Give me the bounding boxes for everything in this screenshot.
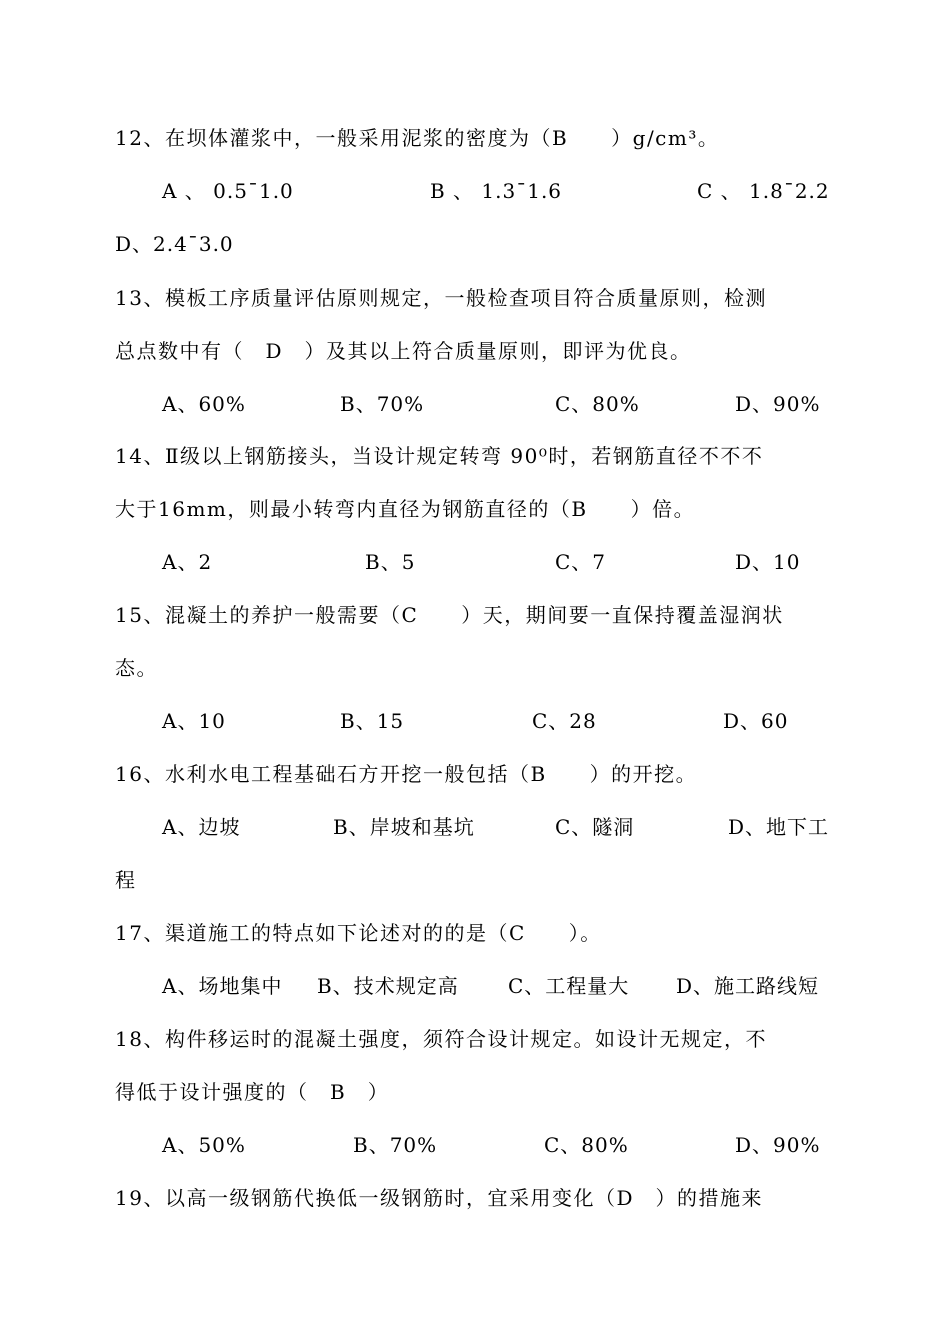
question-text: 15、混凝土的养护一般需要（C ）天，期间要一直保持覆盖湿润状 <box>115 603 784 627</box>
option-b: B、15 <box>340 709 405 733</box>
question-text: 18、构件移运时的混凝土强度，须符合设计规定。如设计无规定，不 <box>115 1027 767 1051</box>
question-text-continued: 得低于设计强度的（ B ） <box>115 1080 390 1104</box>
option-a: A、50% <box>162 1133 246 1157</box>
option-b: B 、 1.3¯1.6 <box>430 179 563 203</box>
option-b: B、70% <box>353 1133 438 1157</box>
question-text: 16、水利水电工程基础石方开挖一般包括（B ）的开挖。 <box>115 762 698 786</box>
question-text: 12、在坝体灌浆中，一般采用泥浆的密度为（B ）g/cm³。 <box>115 126 720 150</box>
option-c: C、28 <box>532 709 597 733</box>
option-a: A、60% <box>162 392 246 416</box>
option-a: A、场地集中 <box>162 974 283 998</box>
option-b: B、岸坡和基坑 <box>333 815 475 839</box>
option-b: B、70% <box>340 392 425 416</box>
option-d: D、施工路线短 <box>676 974 820 998</box>
option-c: C、80% <box>555 392 640 416</box>
option-c: C、7 <box>555 550 607 574</box>
option-d: D、90% <box>735 1133 821 1157</box>
option-d: D、90% <box>735 392 821 416</box>
option-a: A、10 <box>162 709 226 733</box>
question-text-continued: 总点数中有（ D ）及其以上符合质量原则，即评为优良。 <box>115 339 692 363</box>
question-text: 13、模板工序质量评估原则规定，一般检查项目符合质量原则，检测 <box>115 286 767 310</box>
option-d-continued: 程 <box>115 868 136 892</box>
question-text: 19、以高一级钢筋代换低一级钢筋时，宜采用变化（D ）的措施来 <box>115 1186 763 1210</box>
option-c: C、工程量大 <box>508 974 630 998</box>
option-a: A 、 0.5¯1.0 <box>162 179 294 203</box>
option-d: D、60 <box>723 709 789 733</box>
option-c: C、隧洞 <box>555 815 635 839</box>
question-text: 14、Ⅱ级以上钢筋接头，当设计规定转弯 90⁰时，若钢筋直径不不不 <box>115 444 764 468</box>
option-d: D、10 <box>735 550 801 574</box>
option-d: D、2.4¯3.0 <box>115 232 234 256</box>
option-c: C、80% <box>544 1133 629 1157</box>
option-d: D、地下工 <box>728 815 830 839</box>
option-b: B、5 <box>365 550 416 574</box>
option-c: C 、 1.8¯2.2 <box>697 179 830 203</box>
question-text: 17、渠道施工的特点如下论述对的的是（C ）。 <box>115 921 602 945</box>
question-text-continued: 大于16mm，则最小转弯内直径为钢筋直径的（B ）倍。 <box>115 497 696 521</box>
question-text-continued: 态。 <box>115 656 158 680</box>
option-b: B、技术规定高 <box>317 974 459 998</box>
option-a: A、边坡 <box>162 815 241 839</box>
option-a: A、2 <box>162 550 213 574</box>
